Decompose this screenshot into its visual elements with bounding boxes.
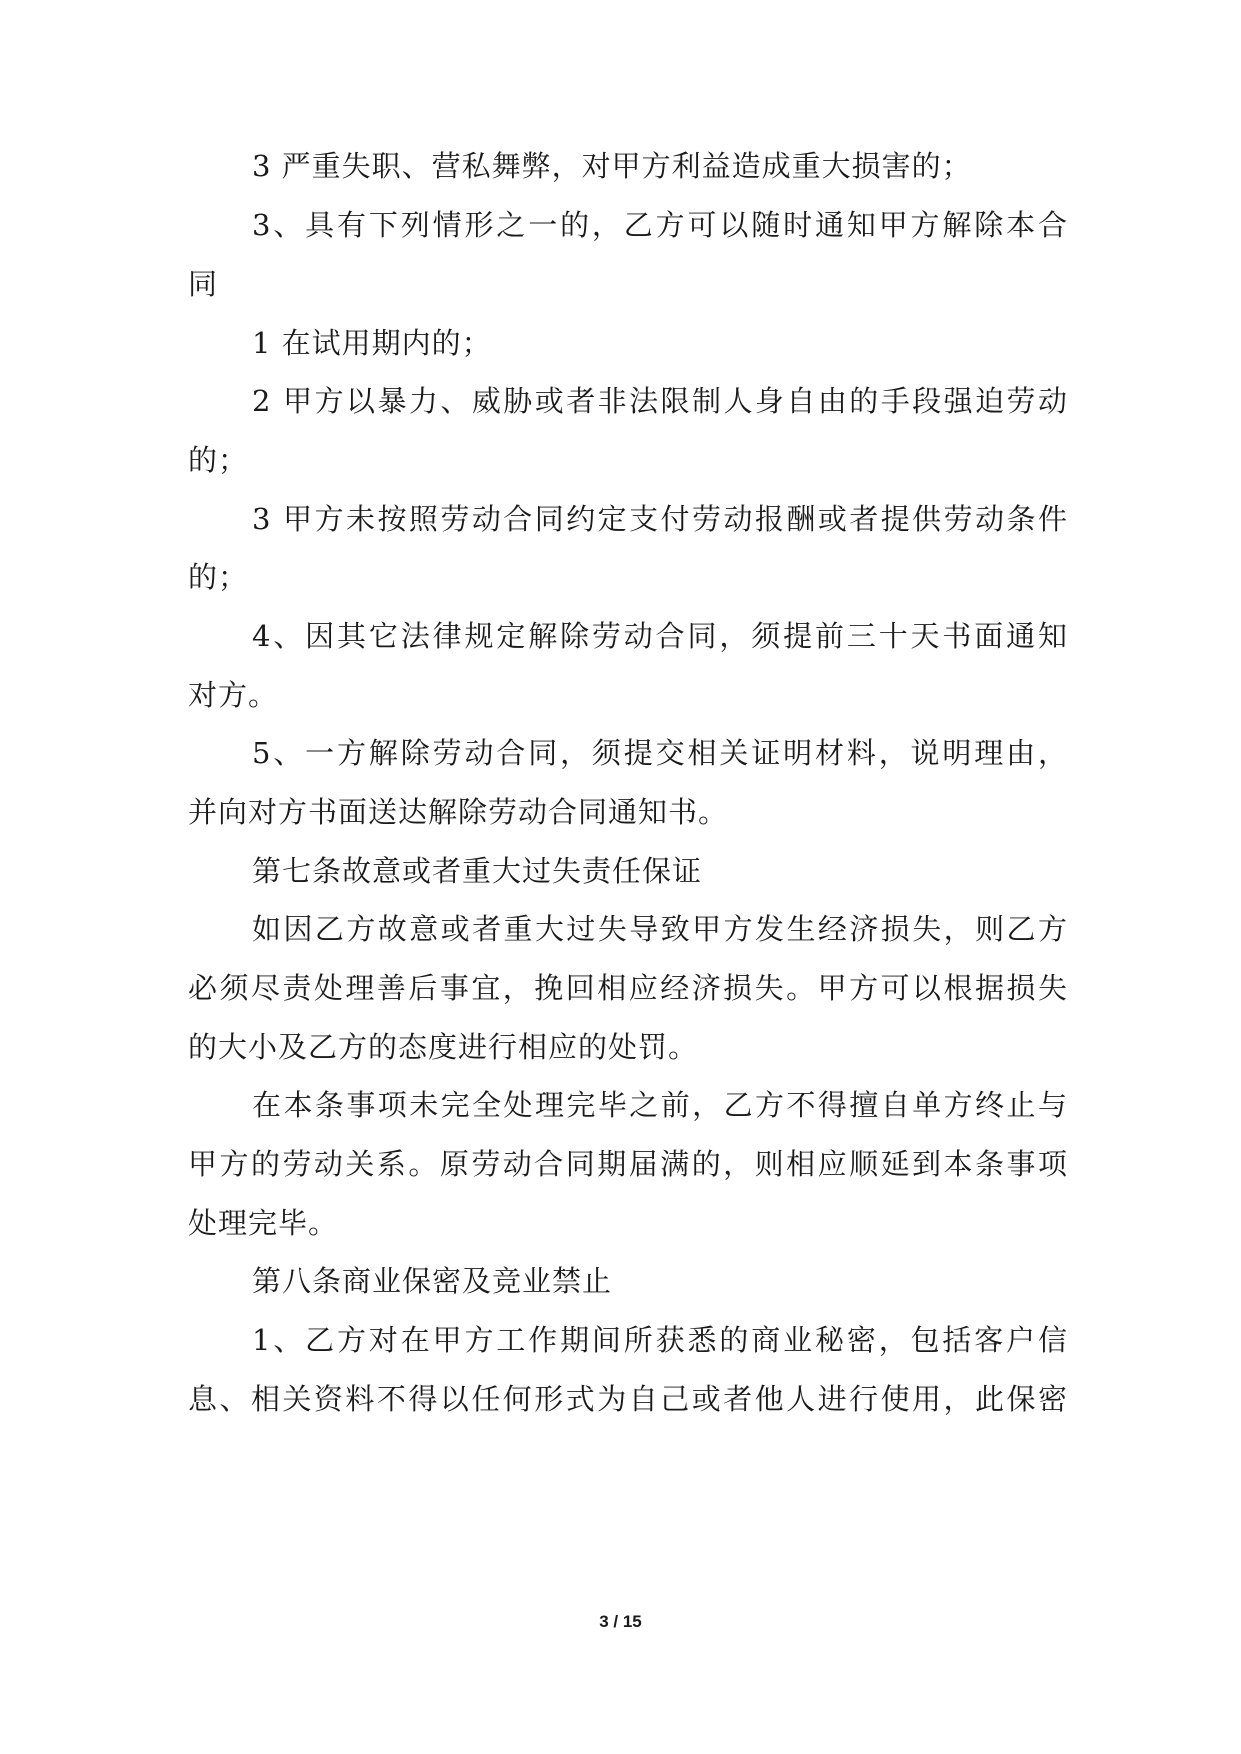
- text-line: 同: [188, 267, 219, 301]
- text-line: 1、乙方对在甲方工作期间所获悉的商业秘密，包括客户信: [252, 1323, 1068, 1357]
- text-line: 1 在试用期内的；: [252, 326, 492, 360]
- text-line: 2 甲方以暴力、威胁或者非法限制人身自由的手段强迫劳动: [252, 384, 1068, 418]
- page-number: 3 / 15: [599, 1612, 642, 1631]
- text-line: 并向对方书面送达解除劳动合同通知书。: [188, 795, 729, 829]
- text-line: 对方。: [188, 678, 279, 712]
- text-line: 3 甲方未按照劳动合同约定支付劳动报酬或者提供劳动条件: [252, 502, 1068, 536]
- text-line: 4、因其它法律规定解除劳动合同，须提前三十天书面通知: [252, 619, 1068, 653]
- text-line: 5、一方解除劳动合同，须提交相关证明材料，说明理由，: [252, 736, 1068, 770]
- text-line: 的大小及乙方的态度进行相应的处罚。: [188, 1030, 699, 1064]
- text-line: 如因乙方故意或者重大过失导致甲方发生经济损失，则乙方: [252, 912, 1068, 946]
- text-line: 3 严重失职、营私舞弊，对甲方利益造成重大损害的；: [252, 149, 972, 183]
- text-line: 在本条事项未完全处理完毕之前，乙方不得擅自单方终止与: [252, 1088, 1068, 1122]
- section-heading: 第八条商业保密及竞业禁止: [252, 1264, 613, 1298]
- text-line: 必须尽责处理善后事宜，挽回相应经济损失。甲方可以根据损失: [188, 971, 1068, 1005]
- text-line: 息、相关资料不得以任何形式为自己或者他人进行使用，此保密: [188, 1382, 1068, 1416]
- section-heading: 第七条故意或者重大过失责任保证: [252, 854, 703, 888]
- text-line: 处理完毕。: [188, 1206, 339, 1240]
- text-line: 的；: [188, 443, 249, 477]
- text-line: 3、具有下列情形之一的，乙方可以随时通知甲方解除本合: [252, 208, 1068, 242]
- text-line: 甲方的劳动关系。原劳动合同期届满的，则相应顺延到本条事项: [188, 1147, 1068, 1181]
- text-line: 的；: [188, 560, 249, 594]
